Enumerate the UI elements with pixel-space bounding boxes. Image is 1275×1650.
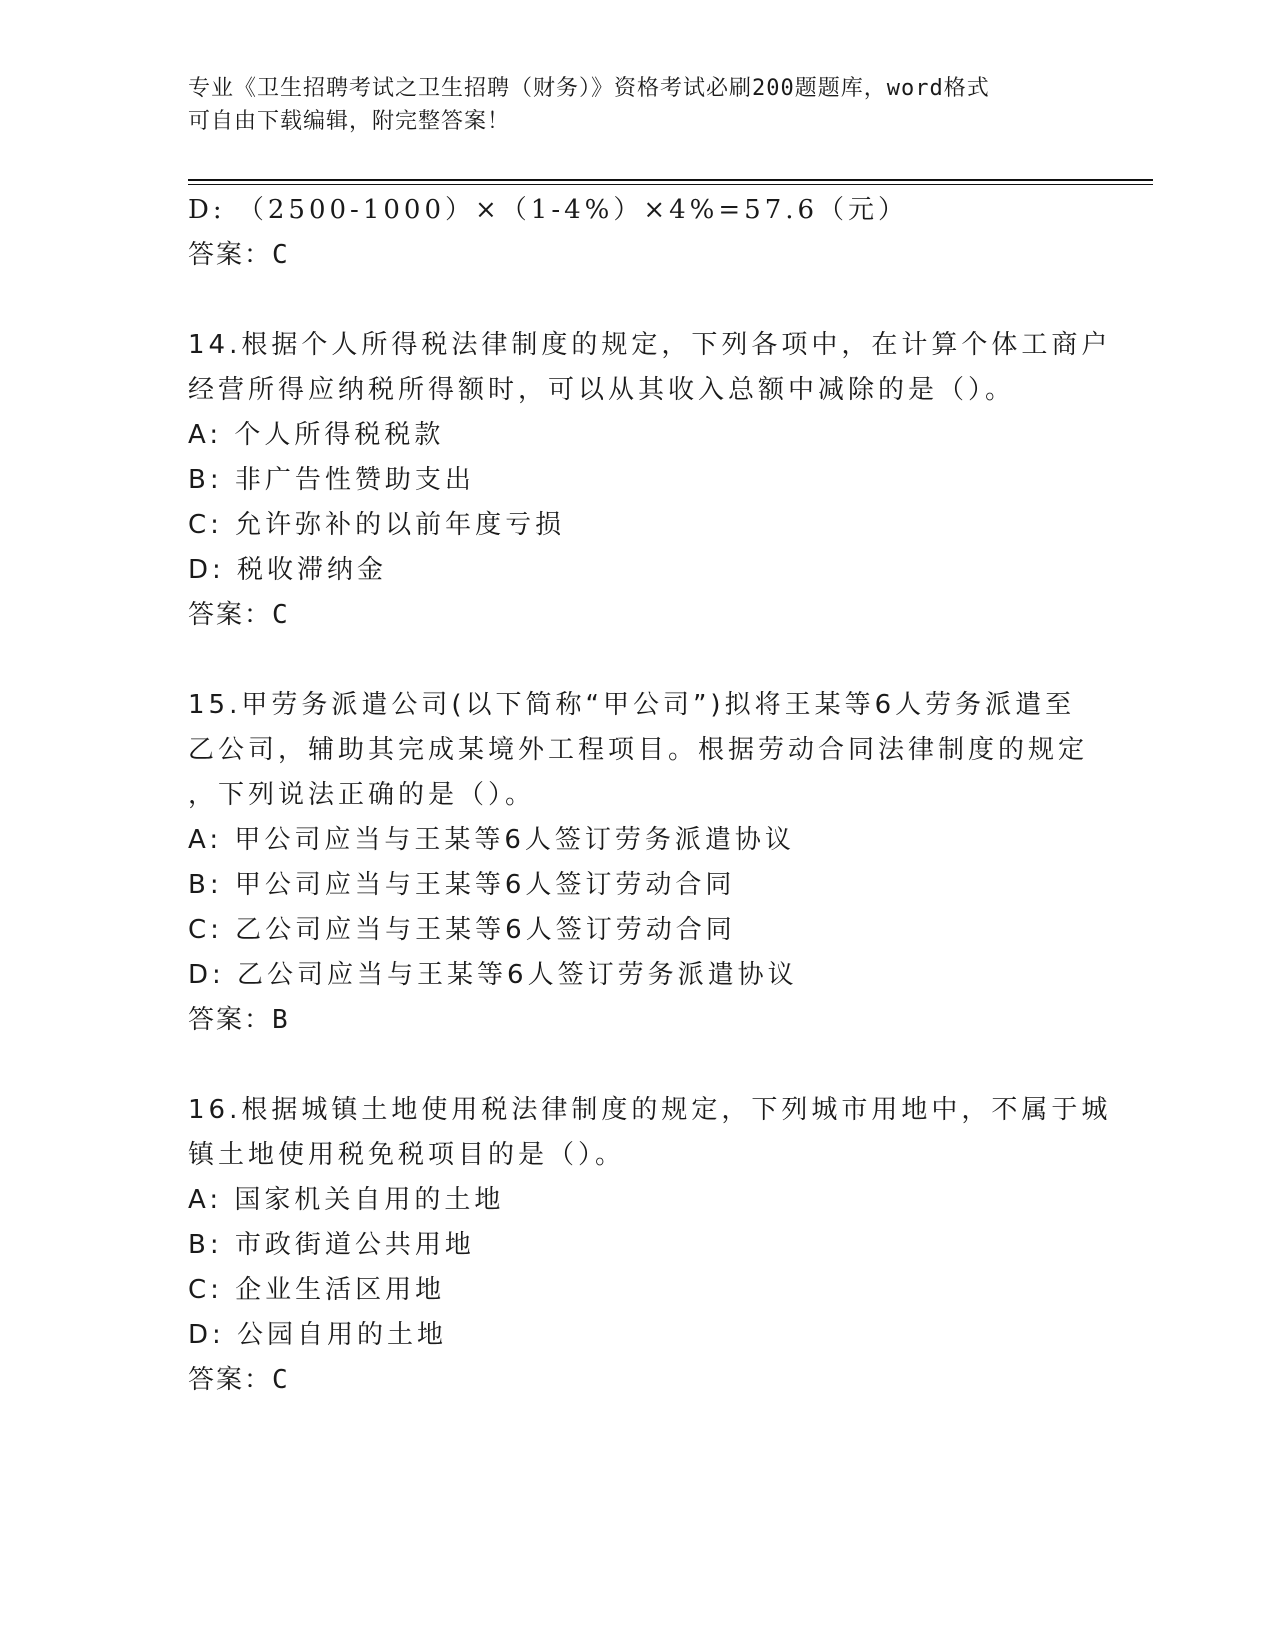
- question-14-option-b: B: 非广告性赞助支出: [188, 465, 475, 495]
- question-15-text-2: 乙公司，辅助其完成某境外工程项目。根据劳动合同法律制度的规定: [188, 735, 1089, 765]
- question-15-text-1: 15.甲劳务派遣公司(以下简称“甲公司”)拟将王某等6人劳务派遣至: [188, 690, 1076, 720]
- question-15-text-3: ，下列说法正确的是（）。: [188, 780, 536, 810]
- question-16-answer: 答案：C: [188, 1365, 290, 1395]
- question-14-text-1: 14.根据个人所得税法律制度的规定，下列各项中，在计算个体工商户: [188, 330, 1112, 360]
- question-16-text-1: 16.根据城镇土地使用税法律制度的规定，下列城市用地中，不属于城: [188, 1095, 1112, 1125]
- question-14-option-c: C: 允许弥补的以前年度亏损: [188, 510, 566, 540]
- question-15-option-d: D: 乙公司应当与王某等6人签订劳务派遣协议: [188, 960, 798, 990]
- spacer: [188, 1043, 1088, 1088]
- question-14-answer: 答案：C: [188, 600, 290, 630]
- question-15-option-c: C: 乙公司应当与王某等6人签订劳动合同: [188, 915, 736, 945]
- question-16-text-2: 镇土地使用税免税项目的是（）。: [188, 1140, 626, 1170]
- question-15: [188, 683, 1088, 1043]
- question-16: [188, 1088, 1112, 1403]
- spacer: [188, 638, 1088, 683]
- question-14: [188, 323, 1112, 638]
- question-16-option-d: D: 公园自用的土地: [188, 1320, 448, 1350]
- header-divider: [188, 179, 1153, 181]
- question-15-option-a: A: 甲公司应当与王某等6人签订劳务派遣协议: [188, 825, 795, 855]
- question-14-text-2: 经营所得应纳税所得额时，可以从其收入总额中减除的是（）。: [188, 375, 1016, 405]
- question-14-option-a: A: 个人所得税税款: [188, 420, 445, 450]
- prev-answer: 答案：C: [188, 240, 290, 270]
- question-content: [188, 188, 1112, 1403]
- document-header: [188, 72, 1088, 138]
- question-16-option-a: A: 国家机关自用的土地: [188, 1185, 505, 1215]
- question-16-option-b: B: 市政街道公共用地: [188, 1230, 475, 1260]
- prev-option-d: D: （2500-1000）×（1-4%）×4%=57.6（元）: [188, 195, 909, 225]
- question-15-answer: 答案：B: [188, 1005, 290, 1035]
- question-14-option-d: D: 税收滞纳金: [188, 555, 388, 585]
- header-line-2: 可自由下载编辑，附完整答案！: [188, 109, 511, 134]
- header-divider-thin: [188, 184, 1153, 185]
- header-line-1: 专业《卫生招聘考试之卫生招聘（财务）》资格考试必刷200题题库，word格式: [188, 76, 990, 101]
- spacer: [188, 278, 1088, 323]
- question-16-option-c: C: 企业生活区用地: [188, 1275, 446, 1305]
- question-15-option-b: B: 甲公司应当与王某等6人签订劳动合同: [188, 870, 736, 900]
